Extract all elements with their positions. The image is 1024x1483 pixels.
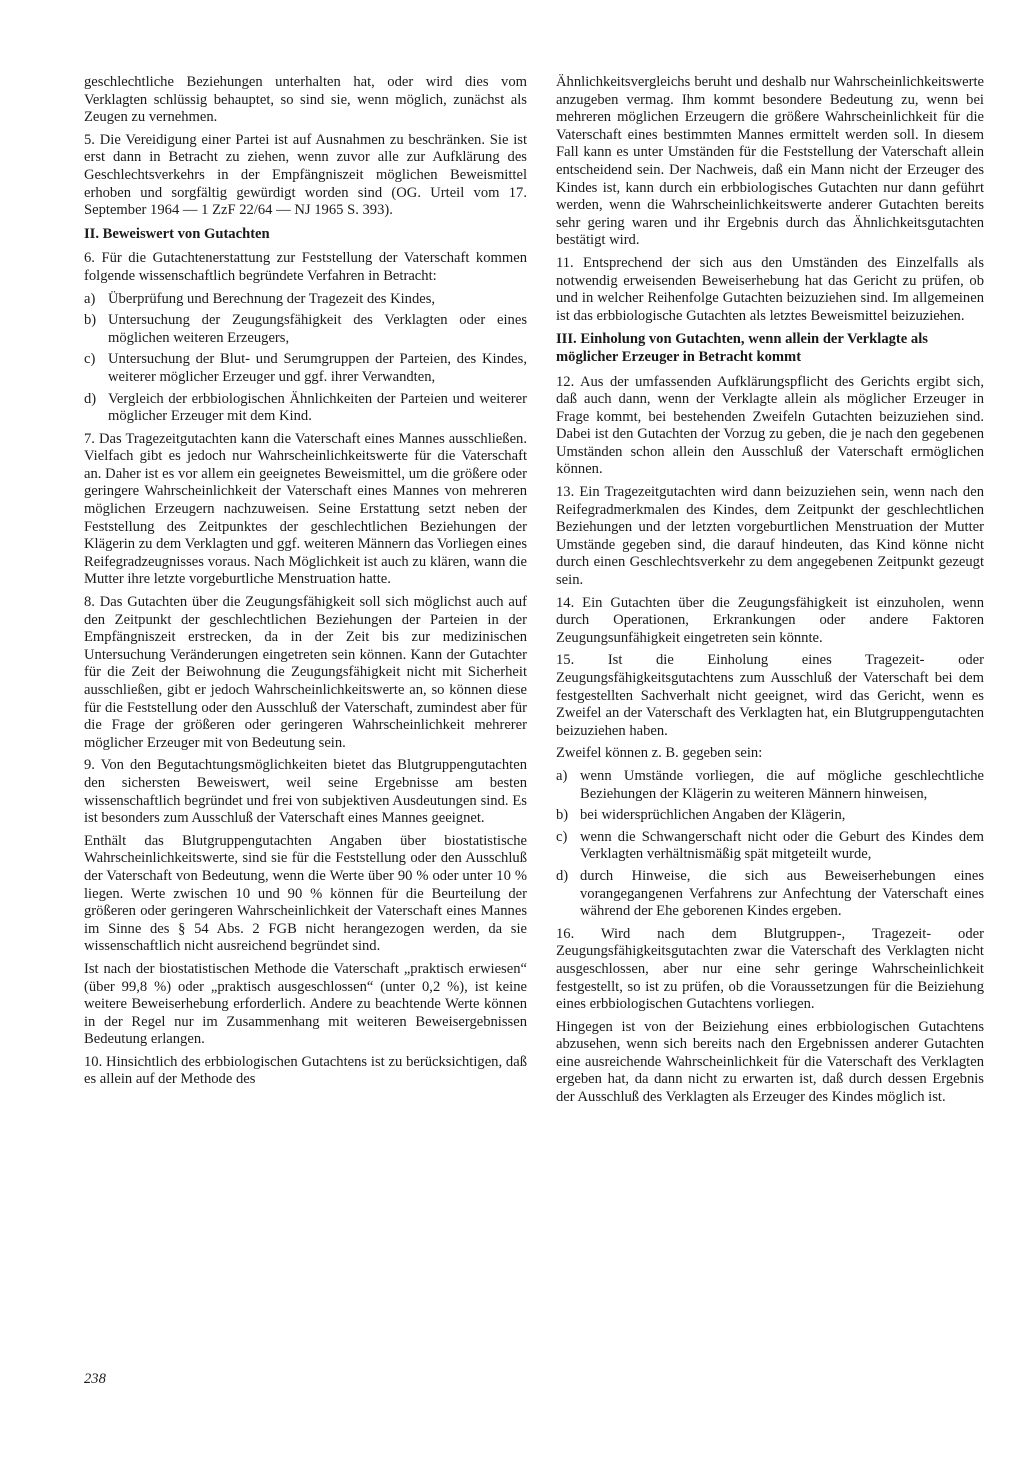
list-item xyxy=(556,768,984,803)
paragraph: 14. Ein Gutachten über die Zeugungsfähigkeit ist einzuholen, wenn durch Operationen, Erkrankungen oder andere Faktoren Zeugungsunfähigkeit eingetreten sein könnte. xyxy=(556,594,984,646)
paragraph: 12. Aus der umfassenden Aufklärungspflicht des Gerichts ergibt sich, daß auch dann, wenn der Verklagte allein als möglicher Erzeuger in Frage kommt, bei bestehenden Zweifeln Gutachten beizuziehen sind. Dabei ist den Gutachten der Vorzug zu geben, die je nach den gegebenen Umständen schon allein den Ausschluß der Vaterschaft ermöglichen können. xyxy=(556,373,984,478)
list-item-label: d) xyxy=(84,390,97,407)
section-heading: III. Einholung von Gutachten, wenn allein der Verklagte als möglicher Erzeuger in Betracht kommt xyxy=(556,331,928,365)
right-column xyxy=(556,74,984,1112)
list xyxy=(84,291,527,426)
paragraph: Zweifel können z. B. gegeben sein: xyxy=(556,745,763,762)
list-item-label: d) xyxy=(556,867,569,884)
paragraph: 13. Ein Tragezeitgutachten wird dann beizuziehen sein, wenn nach den Reifegradmerkmalen des Kindes, dem Zeitpunkt der geschlechtlichen Beziehungen und der letzten vorgeburtlichen Menstruation der Mutter Umstände gegeben sind, die darauf hindeuten, das Kind könne nicht durch einen Geschlechtsverkehr zu dem angegebenen Zeitpunkt gezeugt sein. xyxy=(556,484,984,589)
list-item-text: Untersuchung der Blut- und Serumgruppen der Parteien, des Kindes, weiterer möglicher Erzeuger und ggf. ihrer Verwandten, xyxy=(108,351,527,385)
list-item xyxy=(84,351,527,386)
list-item xyxy=(84,291,527,309)
list-item-label: b) xyxy=(556,807,569,824)
paragraph: 9. Von den Begutachtungsmöglichkeiten bietet das Blutgruppengutachten den sichersten Beweiswert, weil seine Ergebnisse am besten wissenschaftlich begründet und frei von subjektiven Ausdeutungen sind. Es ist besonders zum Ausschluß der Vaterschaft eines Mannes geeignet. xyxy=(84,757,527,827)
list-item xyxy=(84,391,527,426)
list-item-text: bei widersprüchlichen Angaben der Klägerin, xyxy=(580,807,846,824)
paragraph: 10. Hinsichtlich des erbbiologischen Gutachtens ist zu berücksichtigen, daß es allein auf der Methode des xyxy=(84,1053,527,1088)
paragraph: Hingegen ist von der Beiziehung eines erbbiologischen Gutachtens abzusehen, wenn sich bereits nach den Ergebnissen anderer Gutachten eine ausreichende Wahrscheinlichkeit für die Vaterschaft des Verklagten ergeben hat, da dann nicht zu erwarten ist, daß durch dessen Ergebnis der Ausschluß des Verklagten als Erzeuger des Kindes möglich ist. xyxy=(556,1018,984,1106)
list-item-text: Vergleich der erbbiologischen Ähnlichkeiten der Parteien und weiterer möglicher Erzeuger mit dem Kind. xyxy=(108,390,527,425)
list-item-label: a) xyxy=(84,290,96,307)
left-column xyxy=(84,74,527,1094)
list-item-label: a) xyxy=(556,767,568,784)
paragraph: 5. Die Vereidigung einer Partei ist auf Ausnahmen zu beschränken. Sie ist erst dann in Betracht zu ziehen, wenn zuvor alle zur Aufklärung des Geschlechtsverkehrs in der Empfängniszeit möglichen Beweismittel erhoben und sorgfältig gewürdigt worden sind (OG. Urteil vom 17. September 1964 — 1 ZzF 22/64 — NJ 1965 S. 393). xyxy=(84,131,527,219)
paragraph: Ist nach der biostatistischen Methode die Vaterschaft „praktisch erwiesen“ (über 99,8 %) oder „praktisch ausgeschlossen“ (unter 0,2 %), ist keine weitere Beweiserhebung erforderlich. Andere zu beachtende Werte können in der Regel nur im Zusammenhang mit weiteren Beweisergebnissen Bedeutung erlangen. xyxy=(84,960,527,1048)
list-item-label: c) xyxy=(556,828,568,845)
paragraph: 11. Entsprechend der sich aus den Umständen des Einzelfalls als notwendig erweisenden Beweiserhebung hat das Gericht zu prüfen, ob und in welcher Reihenfolge Gutachten beizuziehen sind. Im allgemeinen ist das erbbiologische Gutachten als letztes Beweismittel beizuziehen. xyxy=(556,254,984,324)
list-item-text: durch Hinweise, die sich aus Beweiserhebungen eines vorangegangenen Verfahrens zur Anfechtung der Vaterschaft eines während der Ehe geborenen Kindes ergeben. xyxy=(580,867,984,920)
page-number: 238 xyxy=(84,1371,106,1387)
paragraph: 7. Das Tragezeitgutachten kann die Vaterschaft eines Mannes ausschließen. Vielfach gibt es jedoch nur Wahrscheinlichkeitswerte für die Vaterschaft an. Daher ist es vor allem ein geeignetes Beweismittel, um die größere oder geringere Wahrscheinlichkeit der Vaterschaft eines Mannes von mehreren möglichen Erzeugern nachzuweisen. Seine Erstattung setzt neben der Feststellung des Zeitpunktes der geschlechtlichen Beziehungen der Klägerin zu dem Verklagten und ggf. weiteren Männern das Vorliegen eines Reifegradzeugnisses voraus. Nach Möglichkeit ist auch zu klären, wann die Mutter ihre letzte vorgeburtliche Menstruation hatte. xyxy=(84,430,527,588)
list-item-text: Untersuchung der Zeugungsfähigkeit des Verklagten oder eines möglichen weiteren Erzeugers, xyxy=(108,312,527,346)
list-item xyxy=(84,312,527,347)
paragraph: 6. Für die Gutachtenerstattung zur Feststellung der Vaterschaft kommen folgende wissenschaftlich begründete Verfahren in Betracht: xyxy=(84,250,527,284)
paragraph: 16. Wird nach dem Blutgruppen-, Tragezeit- oder Zeugungsfähigkeitsgutachten zwar die Vaterschaft des Verklagten nicht ausgeschlossen, aber nur eine sehr geringe Wahrscheinlichkeit festgestellt, so ist zu prüfen, ob die Voraussetzungen für die Beiziehung eines erbbiologischen Gutachtens vorliegen. xyxy=(556,925,984,1013)
paragraph: Enthält das Blutgruppengutachten Angaben über biostatistische Wahrscheinlichkeitswerte, sind sie für die Feststellung oder den Ausschluß der Vaterschaft von Bedeutung, wenn die Werte über 90 % oder unter 10 % liegen. Werte zwischen 10 und 90 % können für die Beurteilung der größeren oder geringeren Wahrscheinlichkeit der Vaterschaft eines Mannes im Sinne des § 54 Abs. 2 FGB nicht herangezogen werden, da sie wissenschaftlich nicht ausreichend begründet sind. xyxy=(84,832,527,955)
list-item xyxy=(556,807,984,825)
list-item xyxy=(556,868,984,921)
paragraph: 8. Das Gutachten über die Zeugungsfähigkeit soll sich möglichst auch auf den Zeitpunkt der geschlechtlichen Beziehungen der Parteien in der Empfängniszeit erstrecken, da in der Zeit bis zur medizinischen Untersuchung Veränderungen eingetreten sein können. Kann der Gutachter für die Zeit der Beiwohnung die Zeugungsfähigkeit nicht mit Sicherheit ausschließen, gibt er jedoch Wahrscheinlichkeitswerte an, so können diese für die Feststellung oder den Ausschluß der Vaterschaft, zumindest aber für die Frage der größeren oder geringeren Wahrscheinlichkeit mehrerer möglicher Erzeuger mit von Bedeutung sein. xyxy=(84,594,527,751)
list xyxy=(556,768,984,921)
list-item xyxy=(556,829,984,864)
section-heading: II. Beweiswert von Gutachten xyxy=(84,225,270,242)
list-item-label: c) xyxy=(84,351,96,368)
paragraph: geschlechtliche Beziehungen unterhalten hat, oder wird dies vom Verklagten schlüssig behauptet, so sind sie, wenn möglich, zunächst als Zeugen zu vernehmen. xyxy=(84,74,527,126)
list-item-text: wenn die Schwangerschaft nicht oder die Geburt des Kindes dem Verklagten verhältnismäßig spät mitgeteilt wurde, xyxy=(580,828,984,863)
list-item-label: b) xyxy=(84,312,97,329)
list-item-text: wenn Umstände vorliegen, die auf mögliche geschlechtliche Beziehungen der Klägerin zu weiteren Männern hinweisen, xyxy=(580,767,984,802)
paragraph: 15. Ist die Einholung eines Tragezeit- oder Zeugungsfähigkeitsgutachtens zum Ausschluß der Vaterschaft bei dem festgestellten Sachverhalt nicht geeignet, wird das Gericht, wenn es Zweifel an der Vaterschaft des Verklagten hat, ein Blutgruppengutachten beizuziehen haben. xyxy=(556,652,984,739)
paragraph: Ähnlichkeitsvergleichs beruht und deshalb nur Wahrscheinlichkeitswerte anzugeben vermag. Ihm kommt besondere Bedeutung zu, wenn bei mehreren möglichen Erzeugern die größere Wahrscheinlichkeit für die Vaterschaft eines bestimmten Mannes ermittelt werden soll. In diesem Fall kann es unter Umständen für die Feststellung der Vaterschaft allein entscheidend sein. Der Nachweis, daß ein Mann nicht der Erzeuger des Kindes ist, kann durch ein erbbiologisches Gutachten nur dann geführt werden, wenn die Wahrscheinlichkeitswerte anderer Gutachten bereits sehr gering waren und ihr Ergebnis durch das Ähnlichkeitsgutachten bestätigt wird. xyxy=(556,74,984,249)
list-item-text: Überprüfung und Berechnung der Tragezeit des Kindes, xyxy=(108,290,436,307)
